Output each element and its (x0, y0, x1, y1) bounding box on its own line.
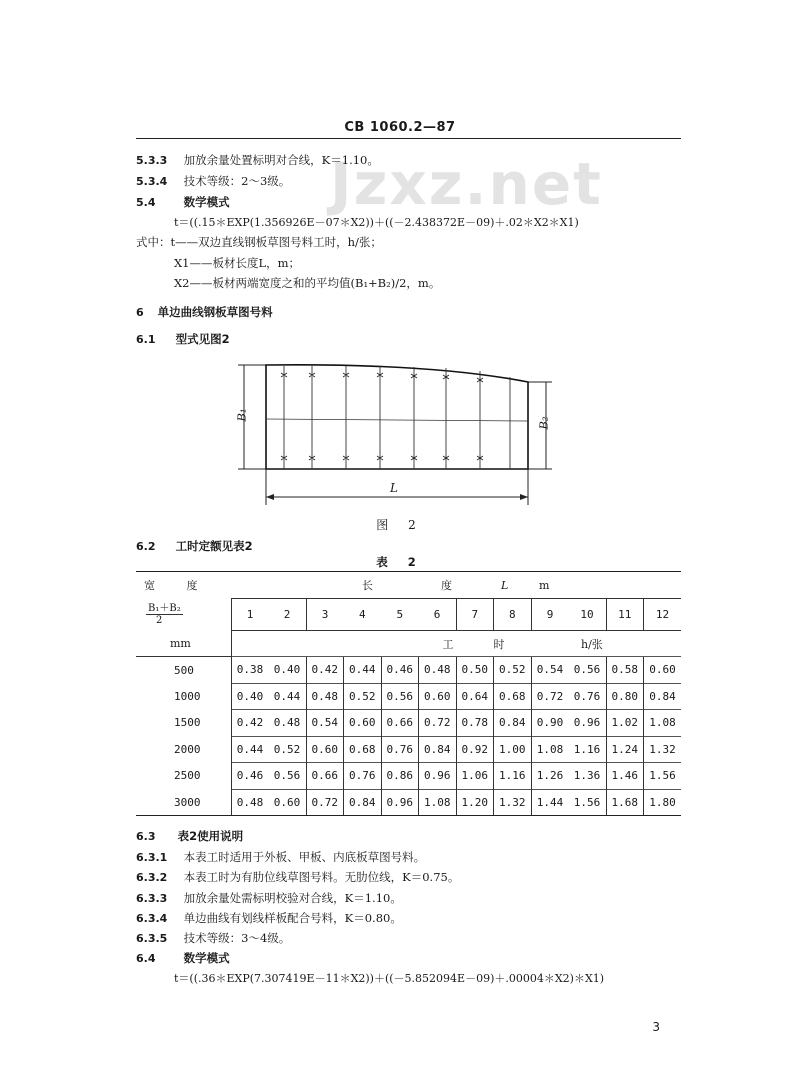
head-mm: mm (170, 636, 191, 650)
cell-hours: 0.50 (456, 657, 494, 684)
cell-hours: 0.48 (306, 683, 344, 710)
clause-number: 5.3.3 (136, 154, 168, 167)
cell-hours: 1.68 (606, 789, 644, 816)
formula-5-4: t＝((.15＊EXP(1.356926E－07＊X2))＋((－2.438372E－09)＋.02＊X2＊X1) (174, 216, 579, 229)
cell-hours: 1.00 (494, 736, 532, 763)
length-1: 1 (231, 599, 269, 631)
figure-caption: 图 2 (376, 518, 424, 532)
cell-hours: 0.90 (531, 710, 569, 737)
cell-hours: 1.16 (569, 736, 607, 763)
cell-hours: 0.56 (269, 763, 307, 790)
clause-heading: 工时定额见表2 (175, 539, 253, 553)
row-width: 3000 (136, 789, 231, 816)
fig-label-b2: B₂ (536, 416, 551, 430)
table-2 (136, 571, 681, 816)
length-7: 7 (456, 599, 494, 631)
clause-number: 5.4 (136, 196, 156, 209)
clause-text: 加放余量处需标明校验对合线，K＝1.10。 (183, 891, 402, 905)
cell-hours: 0.76 (381, 736, 419, 763)
cell-hours: 0.96 (419, 763, 457, 790)
cell-hours: 0.46 (381, 657, 419, 684)
cell-hours: 0.84 (644, 683, 682, 710)
section-heading: 单边曲线钢板草图号料 (157, 305, 273, 319)
length-4: 4 (344, 599, 382, 631)
cell-hours: 0.54 (306, 710, 344, 737)
head-formula-top: B₁＋B₂ (148, 603, 181, 614)
clause-heading: 数学模式 (183, 195, 230, 209)
clause-number: 6.3.4 (136, 912, 168, 925)
header-rule (136, 138, 681, 139)
cell-hours: 0.40 (269, 657, 307, 684)
head-L: L (501, 579, 509, 592)
head-unit: h/张 (531, 631, 681, 657)
clause-text: 本表工时适用于外板、甲板、内底板草图号料。 (183, 850, 426, 864)
table-head-row-2 (136, 599, 681, 631)
cell-hours: 0.60 (269, 789, 307, 816)
clause-6-2 (136, 538, 253, 554)
table-row (136, 710, 681, 737)
section-6-title (136, 304, 273, 320)
cell-hours: 1.06 (456, 763, 494, 790)
cell-hours: 1.26 (531, 763, 569, 790)
length-11: 11 (606, 599, 644, 631)
clause-text: 加放余量处置标明对合线，K＝1.10。 (183, 153, 379, 167)
cell-hours: 1.08 (531, 736, 569, 763)
document-header: CB 1060.2—87 (344, 120, 456, 135)
cell-hours: 0.42 (306, 657, 344, 684)
cell-hours: 0.46 (231, 763, 269, 790)
cell-hours: 0.80 (606, 683, 644, 710)
head-formula-bot: 2 (156, 615, 163, 626)
cell-hours: 1.16 (494, 763, 532, 790)
row-width: 1000 (174, 689, 201, 703)
cell-hours: 1.20 (456, 789, 494, 816)
cell-hours: 0.84 (419, 736, 457, 763)
table-row (136, 683, 681, 710)
cell-hours: 1.08 (419, 789, 457, 816)
fig-label-b1: B₁ (234, 408, 249, 422)
clause-text: 技术等级：3～4级。 (183, 931, 291, 945)
cell-hours: 0.44 (269, 683, 307, 710)
clause-text: 技术等级：2～3级。 (183, 174, 291, 188)
clause-number: 6.4 (136, 952, 156, 965)
clause-6-3-2 (136, 869, 459, 885)
cell-hours: 0.96 (381, 789, 419, 816)
cell-hours: 0.76 (569, 683, 607, 710)
clause-6-3 (136, 828, 243, 844)
length-2: 2 (269, 599, 307, 631)
clause-text: 本表工时为有肋位线草图号料。无肋位线，K＝0.75。 (183, 870, 460, 884)
formula-6-4: t＝((.36＊EXP(7.307419E－11＊X2))＋((－5.852094E－09)＋.00004＊X2)＊X1) (174, 972, 605, 985)
clause-number: 6.3.3 (136, 892, 168, 905)
where-t-text: t——双边直线钢板草图号料工时，h/张； (170, 235, 382, 249)
clause-6-3-3 (136, 890, 402, 906)
table-title: 表 2 (376, 555, 424, 569)
cell-hours: 0.54 (531, 657, 569, 684)
table-row (136, 763, 681, 790)
cell-hours: 0.44 (344, 657, 382, 684)
cell-hours: 1.46 (606, 763, 644, 790)
cell-hours: 0.52 (494, 657, 532, 684)
table-row (136, 657, 681, 684)
cell-hours: 0.60 (344, 710, 382, 737)
cell-hours: 0.78 (456, 710, 494, 737)
cell-hours: 0.66 (381, 710, 419, 737)
clause-6-3-4 (136, 910, 402, 926)
clause-text: 单边曲线有划线样板配合号料，K＝0.80。 (183, 911, 402, 925)
where-x2: X2——板材两端宽度之和的平均值(B₁+B₂)/2，m。 (174, 276, 441, 290)
cell-hours: 0.72 (306, 789, 344, 816)
cell-hours: 0.60 (644, 657, 682, 684)
cell-hours: 0.72 (419, 710, 457, 737)
row-width: 500 (136, 657, 231, 684)
table-row (136, 736, 681, 763)
cell-hours: 1.56 (569, 789, 607, 816)
cell-hours: 1.44 (531, 789, 569, 816)
cell-hours: 1.32 (644, 736, 682, 763)
cell-hours: 1.02 (606, 710, 644, 737)
cell-hours: 0.76 (344, 763, 382, 790)
clause-6-1 (136, 331, 230, 347)
clause-heading: 数学模式 (183, 951, 230, 965)
head-m: m (539, 578, 550, 592)
table-body (136, 657, 681, 816)
cell-hours: 0.68 (344, 736, 382, 763)
clause-heading: 型式见图2 (175, 332, 230, 346)
clause-number: 6.3.1 (136, 851, 168, 864)
cell-hours: 0.58 (606, 657, 644, 684)
cell-hours: 0.56 (569, 657, 607, 684)
cell-hours: 0.64 (456, 683, 494, 710)
length-3: 3 (306, 599, 344, 631)
where-t (136, 234, 382, 250)
cell-hours: 1.80 (644, 789, 682, 816)
cell-hours: 0.86 (381, 763, 419, 790)
head-width: 宽 度 (144, 579, 212, 593)
length-12: 12 (644, 599, 682, 631)
head-shi: 时 (494, 631, 532, 657)
head-length: 长 (362, 579, 373, 592)
row-width: 1500 (174, 716, 201, 730)
head-gong: 工 (231, 631, 494, 657)
cell-hours: 0.44 (231, 736, 269, 763)
clause-number: 6.3.2 (136, 871, 168, 884)
clause-number: 6.1 (136, 333, 156, 346)
clause-6-3-1 (136, 849, 425, 865)
head-formula (136, 599, 231, 631)
length-10: 10 (569, 599, 607, 631)
cell-hours: 0.60 (306, 736, 344, 763)
row-width: 2500 (174, 769, 201, 783)
cell-hours: 0.66 (306, 763, 344, 790)
cell-hours: 0.52 (344, 683, 382, 710)
cell-hours: 0.42 (231, 710, 269, 737)
fig-label-l: L (390, 481, 398, 495)
page-number: 3 (652, 1020, 660, 1034)
cell-hours: 0.68 (494, 683, 532, 710)
cell-hours: 0.84 (344, 789, 382, 816)
cell-hours: 0.84 (494, 710, 532, 737)
clause-6-3-5 (136, 930, 290, 946)
section-number: 6 (136, 306, 144, 319)
cell-hours: 0.40 (231, 683, 269, 710)
cell-hours: 0.48 (419, 657, 457, 684)
cell-hours: 0.92 (456, 736, 494, 763)
cell-hours: 1.36 (569, 763, 607, 790)
cell-hours: 0.96 (569, 710, 607, 737)
clause-number: 6.3.5 (136, 932, 168, 945)
cell-hours: 0.48 (269, 710, 307, 737)
cell-hours: 1.08 (644, 710, 682, 737)
where-x1: X1——板材长度L，m； (174, 256, 301, 270)
clause-number: 6.3 (136, 830, 156, 843)
cell-hours: 1.56 (644, 763, 682, 790)
cell-hours: 0.56 (381, 683, 419, 710)
table-row (136, 789, 681, 816)
cell-hours: 1.24 (606, 736, 644, 763)
cell-hours: 0.52 (269, 736, 307, 763)
row-width: 2000 (174, 742, 201, 756)
length-9: 9 (531, 599, 569, 631)
cell-hours: 0.48 (231, 789, 269, 816)
length-5: 5 (381, 599, 419, 631)
cell-hours: 0.38 (231, 657, 269, 684)
cell-hours: 0.60 (419, 683, 457, 710)
cell-hours: 1.32 (494, 789, 532, 816)
length-6: 6 (419, 599, 457, 631)
head-du-cell (381, 572, 531, 599)
table-head-row-1 (136, 572, 681, 599)
clause-5-4 (136, 194, 230, 210)
where-label: 式中： (136, 235, 171, 249)
clause-6-4 (136, 950, 230, 966)
table-head-row-3 (136, 631, 681, 657)
length-8: 8 (494, 599, 532, 631)
cell-hours: 0.72 (531, 683, 569, 710)
watermark: Jzxz.net (330, 150, 603, 218)
clause-number: 6.2 (136, 540, 156, 553)
clause-number: 5.3.4 (136, 175, 168, 188)
clause-5-3-3 (136, 152, 379, 168)
clause-5-3-4 (136, 173, 290, 189)
clause-heading: 表2使用说明 (177, 829, 244, 843)
head-du: 度 (441, 579, 452, 592)
